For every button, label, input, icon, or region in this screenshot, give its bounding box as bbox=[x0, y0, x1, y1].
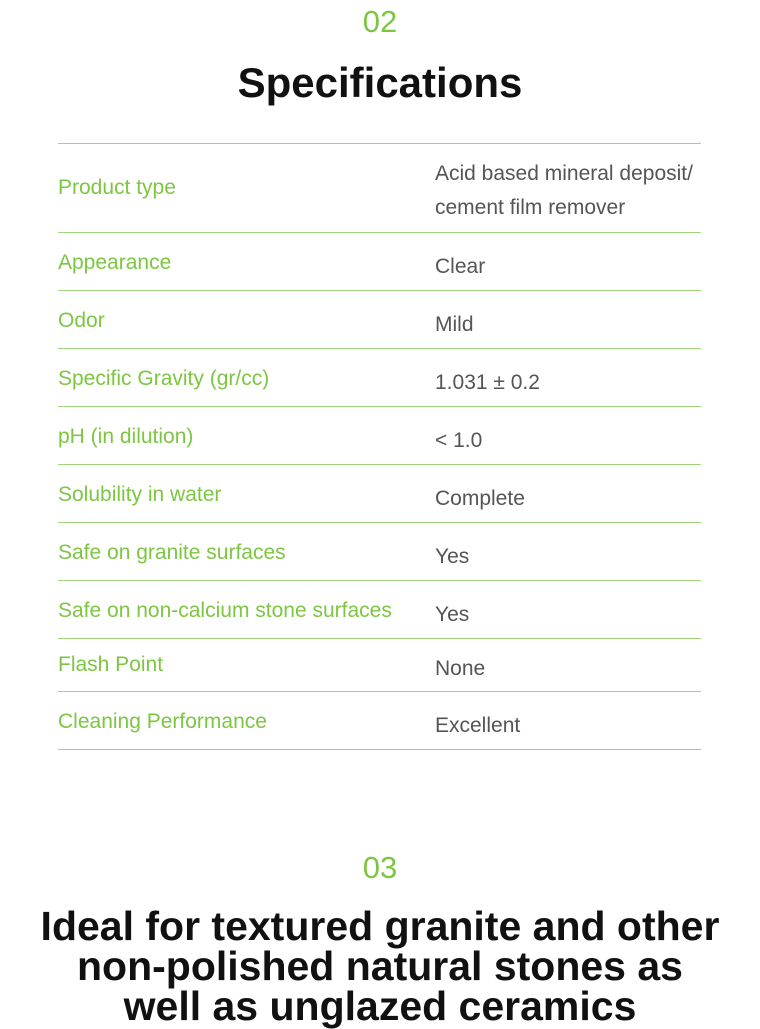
spec-label: Safe on granite surfaces bbox=[58, 541, 286, 564]
spec-row-ph bbox=[58, 407, 701, 465]
specifications-title: Specifications bbox=[237, 59, 523, 106]
spec-row-safe-non-calcium bbox=[58, 581, 701, 639]
spec-label: Odor bbox=[58, 309, 105, 332]
spec-value: Excellent bbox=[435, 714, 521, 737]
spec-row-flash-point bbox=[58, 639, 701, 692]
spec-label: Flash Point bbox=[58, 653, 164, 676]
spec-row-specific-gravity bbox=[58, 349, 701, 407]
spec-value: 1.031 ± 0.2 bbox=[435, 371, 540, 394]
spec-row-product-type bbox=[58, 144, 701, 233]
spec-label: Specific Gravity (gr/cc) bbox=[58, 367, 270, 390]
section-number-02: 02 bbox=[362, 4, 398, 39]
spec-value: Acid based mineral deposit/ cement film remover bbox=[435, 162, 693, 219]
spec-label: Solubility in water bbox=[58, 483, 222, 506]
section-03-title: Ideal for textured granite and other non-polished natural stones as well as unglazed ceramics bbox=[40, 903, 720, 1029]
spec-label: Cleaning Performance bbox=[58, 710, 267, 733]
spec-row-appearance bbox=[58, 233, 701, 291]
spec-value: None bbox=[435, 657, 486, 680]
spec-value: Yes bbox=[435, 545, 470, 568]
spec-value: < 1.0 bbox=[435, 429, 483, 452]
specifications-table bbox=[58, 143, 701, 750]
spec-label: pH (in dilution) bbox=[58, 425, 194, 448]
spec-value: Mild bbox=[435, 313, 474, 336]
spec-row-safe-granite bbox=[58, 523, 701, 581]
spec-label: Safe on non-calcium stone surfaces bbox=[58, 599, 392, 622]
section-number-03: 03 bbox=[362, 850, 398, 885]
spec-label: Appearance bbox=[58, 251, 172, 274]
spec-label: Product type bbox=[58, 176, 176, 199]
spec-value: Complete bbox=[435, 487, 525, 510]
spec-value: Yes bbox=[435, 603, 470, 626]
spec-value: Clear bbox=[435, 255, 486, 278]
spec-row-odor bbox=[58, 291, 701, 349]
spec-row-cleaning-performance bbox=[58, 692, 701, 750]
spec-row-solubility bbox=[58, 465, 701, 523]
